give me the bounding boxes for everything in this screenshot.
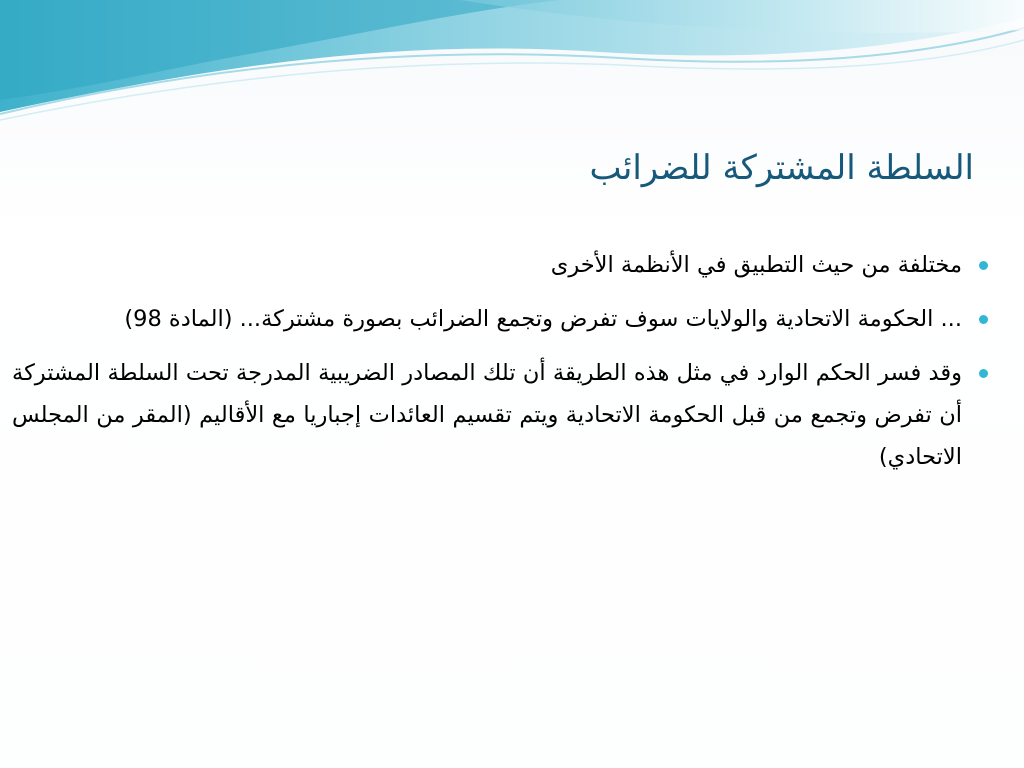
bullet-text: ... الحكومة الاتحادية والولايات سوف تفرض وتجمع الضرائب بصورة مشتركة... (المادة 98) bbox=[124, 306, 962, 332]
bullet-text: مختلفة من حيث التطبيق في الأنظمة الأخرى bbox=[550, 252, 962, 278]
slide-title: السلطة المشتركة للضرائب bbox=[589, 148, 974, 188]
list-item bbox=[12, 352, 988, 478]
list-item bbox=[12, 298, 988, 340]
bullet-dot-icon bbox=[979, 315, 988, 324]
bullet-dot-icon bbox=[979, 261, 988, 270]
bullet-list bbox=[12, 244, 988, 490]
list-item bbox=[12, 244, 988, 286]
header-wave-decoration bbox=[0, 0, 1024, 130]
bullet-dot-icon bbox=[979, 369, 988, 378]
bullet-text: وقد فسر الحكم الوارد في مثل هذه الطريقة أن تلك المصادر الضريبية المدرجة تحت السلطة المشتركة أن تفرض وتجمع من قبل الحكومة الاتحادية ويتم تقسيم العائدات إجباريا مع الأقاليم (المقر من المجلس الاتحادي) bbox=[12, 360, 962, 470]
